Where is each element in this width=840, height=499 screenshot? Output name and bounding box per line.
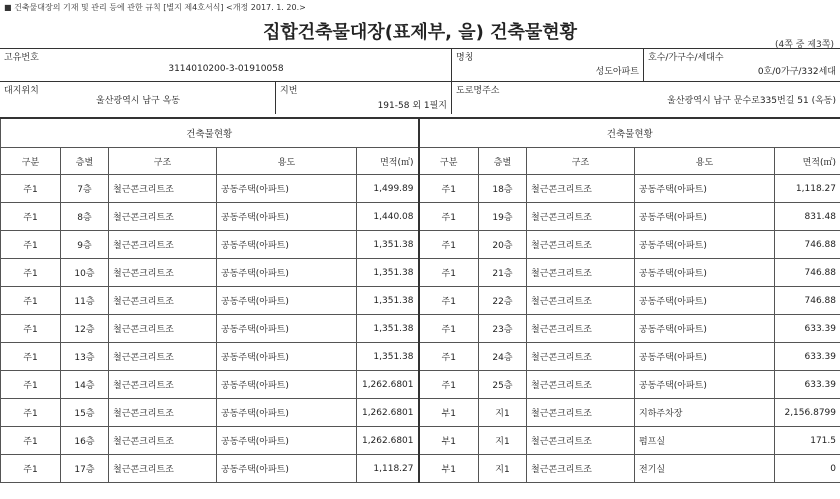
cell-kind: 주1	[1, 343, 61, 371]
unique-no-label: 고유번호	[4, 53, 39, 63]
cell-kind: 주1	[419, 231, 479, 259]
cell-kind: 주1	[1, 203, 61, 231]
cell-use: 공동주택(아파트)	[635, 371, 775, 399]
cell-kind: 주1	[1, 259, 61, 287]
road-cell	[452, 81, 840, 114]
page-title: 집합건축물대장(표제부, 을) 건축물현황	[262, 22, 578, 43]
cell-use: 공동주택(아파트)	[635, 259, 775, 287]
cell-floor: 10층	[61, 259, 109, 287]
info-box	[0, 48, 840, 114]
col-use: 용도	[217, 148, 357, 175]
cell-kind: 주1	[419, 371, 479, 399]
cell-kind: 주1	[419, 287, 479, 315]
cell-area: 633.39	[775, 315, 840, 343]
section-header-row	[1, 118, 840, 148]
cell-floor: 지1	[479, 427, 527, 455]
cell-area: 1,351.38	[357, 315, 419, 343]
cell-structure: 철근콘크리트조	[527, 427, 635, 455]
cell-kind: 주1	[419, 315, 479, 343]
col-area: 면적(㎡)	[775, 148, 840, 175]
cell-floor: 18층	[479, 175, 527, 203]
col-kind: 구분	[419, 148, 479, 175]
cell-floor: 15층	[61, 399, 109, 427]
lot-label: 지번	[280, 86, 298, 96]
cell-structure: 철근콘크리트조	[527, 343, 635, 371]
col-floor: 층별	[479, 148, 527, 175]
cell-floor: 13층	[61, 343, 109, 371]
col-structure: 구조	[527, 148, 635, 175]
cell-floor: 14층	[61, 371, 109, 399]
cell-use: 공동주택(아파트)	[217, 259, 357, 287]
cell-kind: 주1	[419, 203, 479, 231]
cell-area: 1,262.6801	[357, 371, 419, 399]
cell-kind: 부1	[419, 427, 479, 455]
cell-kind: 주1	[419, 259, 479, 287]
cell-area: 746.88	[775, 231, 840, 259]
site-value: 울산광역시 남구 옥동	[96, 96, 180, 106]
cell-kind: 주1	[1, 399, 61, 427]
cell-structure: 철근콘크리트조	[109, 259, 217, 287]
table-row	[1, 175, 840, 203]
cell-structure: 철근콘크리트조	[109, 371, 217, 399]
table-row	[1, 287, 840, 315]
lot-cell	[276, 81, 452, 114]
cell-area: 831.48	[775, 203, 840, 231]
cell-floor: 지1	[479, 399, 527, 427]
units-cell	[644, 48, 840, 81]
cell-area: 1,351.38	[357, 287, 419, 315]
table-row	[1, 259, 840, 287]
cell-use: 공동주택(아파트)	[217, 427, 357, 455]
cell-use: 지하주차장	[635, 399, 775, 427]
table-row	[1, 315, 840, 343]
cell-floor: 24층	[479, 343, 527, 371]
cell-structure: 철근콘크리트조	[109, 231, 217, 259]
cell-structure: 철근콘크리트조	[109, 455, 217, 483]
cell-kind: 주1	[419, 175, 479, 203]
road-label: 도로명주소	[456, 86, 500, 96]
building-status-table	[0, 117, 840, 483]
cell-structure: 철근콘크리트조	[527, 455, 635, 483]
unique-no-value: 3114010200-3-01910058	[168, 64, 284, 74]
section-title-left: 건축물현황	[1, 118, 419, 148]
cell-use: 공동주택(아파트)	[217, 343, 357, 371]
cell-area: 1,262.6801	[357, 427, 419, 455]
table-row	[1, 371, 840, 399]
table-row	[1, 427, 840, 455]
units-value: 0호/0가구/332세대	[757, 67, 836, 77]
cell-floor: 7층	[61, 175, 109, 203]
cell-structure: 철근콘크리트조	[527, 371, 635, 399]
cell-use: 공동주택(아파트)	[635, 203, 775, 231]
cell-use: 공동주택(아파트)	[217, 399, 357, 427]
name-label: 명칭	[456, 53, 474, 63]
site-cell	[0, 81, 276, 114]
col-area: 면적(㎡)	[357, 148, 419, 175]
section-title-right: 건축물현황	[419, 118, 840, 148]
cell-area: 1,118.27	[357, 455, 419, 483]
lot-value: 191-58 외 1필지	[377, 101, 447, 111]
cell-use: 공동주택(아파트)	[635, 343, 775, 371]
cell-area: 746.88	[775, 259, 840, 287]
table-row	[1, 399, 840, 427]
cell-use: 공동주택(아파트)	[635, 315, 775, 343]
cell-floor: 12층	[61, 315, 109, 343]
cell-use: 공동주택(아파트)	[217, 371, 357, 399]
cell-structure: 철근콘크리트조	[109, 287, 217, 315]
cell-kind: 주1	[1, 287, 61, 315]
cell-kind: 주1	[1, 175, 61, 203]
cell-structure: 철근콘크리트조	[527, 399, 635, 427]
cell-area: 1,351.38	[357, 231, 419, 259]
cell-use: 공동주택(아파트)	[635, 287, 775, 315]
cell-area: 1,118.27	[775, 175, 840, 203]
cell-structure: 철근콘크리트조	[527, 175, 635, 203]
cell-floor: 23층	[479, 315, 527, 343]
column-header-row	[1, 148, 840, 175]
cell-structure: 철근콘크리트조	[109, 175, 217, 203]
table-body	[1, 175, 840, 483]
cell-structure: 철근콘크리트조	[109, 399, 217, 427]
cell-use: 펌프실	[635, 427, 775, 455]
page-info: (4쪽 중 제3쪽)	[775, 40, 834, 50]
cell-area: 633.39	[775, 343, 840, 371]
table-row	[1, 203, 840, 231]
cell-floor: 21층	[479, 259, 527, 287]
cell-kind: 주1	[1, 427, 61, 455]
cell-structure: 철근콘크리트조	[109, 315, 217, 343]
cell-area: 1,351.38	[357, 259, 419, 287]
cell-use: 전기실	[635, 455, 775, 483]
unique-no-cell	[0, 48, 452, 81]
cell-kind: 부1	[419, 399, 479, 427]
cell-use: 공동주택(아파트)	[635, 175, 775, 203]
col-structure: 구조	[109, 148, 217, 175]
cell-use: 공동주택(아파트)	[217, 287, 357, 315]
cell-area: 1,262.6801	[357, 399, 419, 427]
cell-use: 공동주택(아파트)	[217, 203, 357, 231]
table-row	[1, 231, 840, 259]
cell-floor: 8층	[61, 203, 109, 231]
cell-area: 1,499.89	[357, 175, 419, 203]
cell-floor: 17층	[61, 455, 109, 483]
cell-structure: 철근콘크리트조	[527, 315, 635, 343]
cell-use: 공동주택(아파트)	[217, 175, 357, 203]
units-label: 호수/가구수/세대수	[648, 53, 724, 63]
cell-kind: 주1	[1, 315, 61, 343]
cell-area: 633.39	[775, 371, 840, 399]
cell-use: 공동주택(아파트)	[217, 231, 357, 259]
cell-structure: 철근콘크리트조	[527, 287, 635, 315]
cell-floor: 19층	[479, 203, 527, 231]
cell-area: 1,440.08	[357, 203, 419, 231]
cell-floor: 25층	[479, 371, 527, 399]
cell-floor: 지1	[479, 455, 527, 483]
cell-structure: 철근콘크리트조	[109, 343, 217, 371]
cell-floor: 22층	[479, 287, 527, 315]
cell-kind: 부1	[419, 455, 479, 483]
cell-area: 2,156.8799	[775, 399, 840, 427]
cell-structure: 철근콘크리트조	[109, 427, 217, 455]
cell-floor: 20층	[479, 231, 527, 259]
road-value: 울산광역시 남구 문수로335번길 51 (옥동)	[667, 96, 836, 106]
cell-area: 746.88	[775, 287, 840, 315]
cell-structure: 철근콘크리트조	[527, 259, 635, 287]
cell-use: 공동주택(아파트)	[217, 455, 357, 483]
cell-structure: 철근콘크리트조	[527, 203, 635, 231]
cell-floor: 16층	[61, 427, 109, 455]
col-use: 용도	[635, 148, 775, 175]
legal-note: ■ 건축물대장의 기재 및 관리 등에 관한 규칙 [별지 제4호서식] <개정 2017. 1. 20.>	[4, 3, 306, 12]
cell-kind: 주1	[1, 455, 61, 483]
name-cell	[452, 48, 644, 81]
cell-kind: 주1	[1, 231, 61, 259]
cell-area: 1,351.38	[357, 343, 419, 371]
table-row	[1, 455, 840, 483]
cell-floor: 11층	[61, 287, 109, 315]
cell-area: 171.5	[775, 427, 840, 455]
cell-structure: 철근콘크리트조	[109, 203, 217, 231]
cell-area: 0	[775, 455, 840, 483]
cell-use: 공동주택(아파트)	[635, 231, 775, 259]
col-floor: 층별	[61, 148, 109, 175]
cell-kind: 주1	[1, 371, 61, 399]
cell-floor: 9층	[61, 231, 109, 259]
table-row	[1, 343, 840, 371]
site-label: 대지위치	[4, 86, 39, 96]
name-value: 성도아파트	[595, 67, 639, 77]
cell-kind: 주1	[419, 343, 479, 371]
col-kind: 구분	[1, 148, 61, 175]
cell-structure: 철근콘크리트조	[527, 231, 635, 259]
cell-use: 공동주택(아파트)	[217, 315, 357, 343]
